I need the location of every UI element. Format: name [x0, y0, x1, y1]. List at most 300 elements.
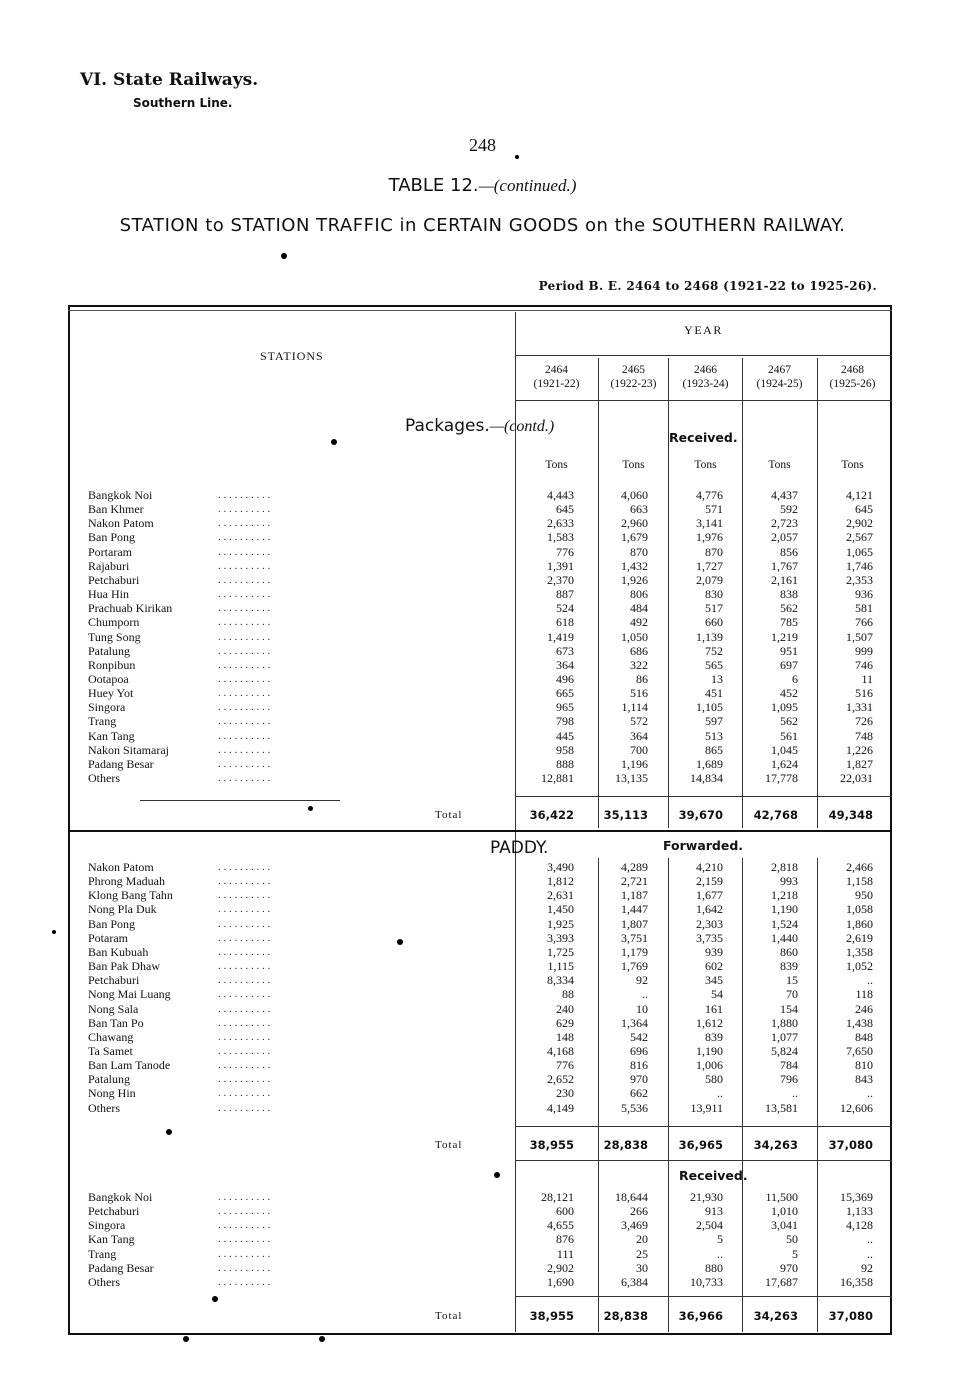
value-cell: 12,881	[541, 771, 574, 785]
station-name: Klong Bang Tahn	[88, 888, 173, 903]
value-cell: 784	[780, 1058, 798, 1073]
value-cell: 3,141	[696, 516, 723, 531]
value-cell: 562	[780, 601, 798, 616]
leader-dots: . . . . . . . . . .	[218, 875, 271, 888]
total-value: 37,080	[828, 1309, 873, 1323]
value-cell: 2,631	[547, 888, 574, 903]
table-subtitle: STATION to STATION TRAFFIC in CERTAIN GOODS on the SOUTHERN RAILWAY.	[119, 215, 846, 236]
leader-dots: . . . . . . . . . .	[218, 545, 271, 558]
station-name: Bangkok Noi	[88, 488, 153, 502]
value-cell: 22,031	[840, 771, 873, 785]
value-cell: 2,161	[771, 572, 798, 587]
year-header-rule	[515, 355, 892, 356]
value-cell: 246	[855, 1001, 873, 1016]
value-cell: 1,190	[771, 902, 798, 917]
leader-dots: . . . . . . . . . .	[218, 616, 271, 629]
table-row	[88, 973, 888, 987]
value-cell: 796	[780, 1072, 798, 1087]
station-name: Bangkok Noi	[88, 1190, 153, 1204]
value-cell: 1,045	[771, 742, 798, 757]
station-name: Ban Tan Po	[88, 1015, 144, 1030]
table-row	[88, 488, 888, 502]
table-row	[88, 1086, 888, 1100]
value-cell: 1,725	[547, 944, 574, 959]
value-cell: 565	[705, 657, 723, 672]
value-cell: ..	[642, 987, 648, 1002]
value-cell: 118	[855, 987, 873, 1002]
leader-dots: . . . . . . . . . .	[218, 1233, 271, 1246]
value-cell: 5	[792, 1246, 798, 1261]
station-name: Others	[88, 1100, 120, 1115]
scan-speck	[397, 939, 403, 945]
leader-dots: . . . . . . . . . .	[218, 1247, 271, 1260]
leader-dots: . . . . . . . . . .	[218, 974, 271, 987]
table-title-main: TABLE 12.	[388, 175, 479, 196]
leader-dots: . . . . . . . . . .	[218, 1205, 271, 1218]
table-row	[88, 931, 888, 945]
packages-title: Packages.—(contd.)	[405, 416, 555, 436]
value-cell: 1,976	[696, 530, 723, 545]
value-cell: 542	[630, 1029, 648, 1044]
table-row	[88, 888, 888, 902]
value-cell: 111	[556, 1246, 574, 1261]
value-cell: 28,121	[541, 1190, 574, 1204]
value-cell: 1,065	[846, 544, 873, 559]
value-cell: 2,353	[846, 572, 873, 587]
value-cell: 1,583	[547, 530, 574, 545]
value-cell: 5	[717, 1232, 723, 1247]
value-cell: 2,619	[846, 930, 873, 945]
station-name: Kan Tang	[88, 1232, 135, 1247]
value-cell: 3,751	[621, 930, 648, 945]
station-name: Huey Yot	[88, 686, 134, 701]
station-name: Nakon Sitamaraj	[88, 742, 169, 757]
leader-dots: . . . . . . . . . .	[218, 988, 271, 1001]
value-cell: 1,612	[696, 1015, 723, 1030]
value-cell: 870	[705, 544, 723, 559]
value-cell: 939	[705, 944, 723, 959]
value-cell: 230	[556, 1086, 574, 1101]
leader-dots: . . . . . . . . . .	[218, 861, 271, 873]
value-cell: 810	[855, 1058, 873, 1073]
value-cell: 4,210	[696, 860, 723, 874]
total-value: 36,422	[529, 808, 574, 822]
station-name: Ronpibun	[88, 657, 136, 672]
year-col-2: 2465 (1922-23)	[610, 364, 657, 390]
station-name: Ban Kubuah	[88, 944, 149, 959]
value-cell: 1,419	[547, 629, 574, 644]
scan-speck	[515, 155, 519, 159]
value-cell: 6,384	[621, 1274, 648, 1289]
total-value: 38,955	[529, 1138, 574, 1152]
value-cell: 1,190	[696, 1043, 723, 1058]
value-cell: 600	[556, 1204, 574, 1219]
unit-label: Tons	[841, 459, 864, 471]
value-cell: 2,721	[621, 874, 648, 889]
scan-speck	[212, 1296, 218, 1302]
station-name: Prachuab Kirikan	[88, 601, 173, 616]
page-number: 248	[469, 135, 496, 155]
table-row	[88, 1204, 888, 1218]
value-cell: 746	[855, 657, 873, 672]
value-cell: 660	[705, 615, 723, 630]
table-row	[88, 1030, 888, 1044]
table-row	[88, 1247, 888, 1261]
value-cell: 4,121	[846, 488, 873, 502]
value-cell: 838	[780, 587, 798, 602]
value-cell: 88	[562, 987, 574, 1002]
value-cell: 14,834	[690, 771, 723, 785]
value-cell: 30	[636, 1260, 648, 1275]
value-cell: 1,187	[621, 888, 648, 903]
scan-speck	[166, 1129, 172, 1135]
line-heading: Southern Line.	[133, 96, 233, 110]
table-row	[88, 601, 888, 615]
value-cell: 13	[711, 671, 723, 686]
value-cell: 2,902	[547, 1260, 574, 1275]
value-cell: 816	[630, 1058, 648, 1073]
value-cell: 1,006	[696, 1058, 723, 1073]
value-cell: 1,179	[621, 944, 648, 959]
total-label: Total	[435, 809, 463, 821]
value-cell: 1,507	[846, 629, 873, 644]
value-cell: 17,687	[765, 1274, 798, 1289]
station-name: Patalung	[88, 643, 130, 658]
value-cell: 951	[780, 643, 798, 658]
total-value: 36,966	[678, 1309, 723, 1323]
value-cell: 484	[630, 601, 648, 616]
value-cell: 950	[855, 888, 873, 903]
table-row	[88, 644, 888, 658]
value-cell: 860	[780, 944, 798, 959]
total-rule	[515, 1126, 892, 1127]
value-cell: 876	[556, 1232, 574, 1247]
value-cell: 1,133	[846, 1204, 873, 1219]
value-cell: 865	[705, 742, 723, 757]
stations-header: STATIONS	[260, 349, 324, 363]
section-separator	[70, 830, 890, 832]
leader-dots: . . . . . . . . . .	[218, 559, 271, 572]
table-row	[88, 545, 888, 559]
value-cell: 1,926	[621, 572, 648, 587]
station-name: Nakon Patom	[88, 516, 154, 531]
scan-speck	[319, 1336, 325, 1342]
value-cell: 562	[780, 714, 798, 729]
year-col-3: 2466 (1923-24)	[682, 364, 729, 390]
value-cell: 776	[556, 544, 574, 559]
value-cell: 5,824	[771, 1043, 798, 1058]
value-cell: 752	[705, 643, 723, 658]
value-cell: 629	[556, 1015, 574, 1030]
total-row	[88, 1309, 888, 1323]
total-row	[88, 808, 888, 822]
leader-dots: . . . . . . . . . .	[218, 1087, 271, 1100]
table-row	[88, 573, 888, 587]
value-cell: 364	[630, 728, 648, 743]
value-cell: 965	[556, 700, 574, 715]
value-cell: 597	[705, 714, 723, 729]
value-cell: 50	[786, 1232, 798, 1247]
value-cell: 1,450	[547, 902, 574, 917]
total-row	[88, 1138, 888, 1152]
value-cell: 785	[780, 615, 798, 630]
value-cell: 92	[861, 1260, 873, 1275]
total-value: 35,113	[603, 808, 648, 822]
value-cell: 10,733	[690, 1274, 723, 1289]
leader-dots: . . . . . . . . . .	[218, 772, 271, 784]
value-cell: 516	[855, 686, 873, 701]
unit-label: Tons	[768, 459, 791, 471]
station-name: Ta Samet	[88, 1043, 133, 1058]
value-cell: 4,060	[621, 488, 648, 502]
value-cell: 1,358	[846, 944, 873, 959]
value-cell: 18,644	[615, 1190, 648, 1204]
value-cell: 2,633	[547, 516, 574, 531]
value-cell: 322	[630, 657, 648, 672]
value-cell: 86	[636, 671, 648, 686]
leader-dots: . . . . . . . . . .	[218, 602, 271, 615]
value-cell: 1,440	[771, 930, 798, 945]
station-name: Others	[88, 1274, 120, 1289]
leader-dots: . . . . . . . . . .	[218, 715, 271, 728]
value-cell: 1,642	[696, 902, 723, 917]
table-row	[88, 658, 888, 672]
table-row	[88, 1016, 888, 1030]
value-cell: 1,077	[771, 1029, 798, 1044]
value-cell: 13,135	[615, 771, 648, 785]
value-cell: 3,393	[547, 930, 574, 945]
value-cell: 25	[636, 1246, 648, 1261]
table-row	[88, 902, 888, 916]
table-row	[88, 987, 888, 1001]
value-cell: ..	[867, 1232, 873, 1247]
total-value: 49,348	[828, 808, 873, 822]
value-cell: 970	[780, 1260, 798, 1275]
station-name: Chawang	[88, 1029, 134, 1044]
station-name: Trang	[88, 714, 117, 729]
station-name: Ban Pong	[88, 916, 136, 931]
leader-dots: . . . . . . . . . .	[218, 889, 271, 902]
total-value: 37,080	[828, 1138, 873, 1152]
value-cell: 1,432	[621, 558, 648, 573]
value-cell: 776	[556, 1058, 574, 1073]
paddy-title: PADDY.	[490, 838, 549, 858]
station-name: Kan Tang	[88, 728, 135, 743]
scan-speck	[183, 1336, 189, 1342]
value-cell: ..	[867, 1246, 873, 1261]
value-cell: 2,159	[696, 874, 723, 889]
leader-dots: . . . . . . . . . .	[218, 503, 271, 516]
table-row	[88, 672, 888, 686]
value-cell: 1,226	[846, 742, 873, 757]
total-value: 38,955	[529, 1309, 574, 1323]
value-cell: 1,827	[846, 756, 873, 771]
value-cell: 2,370	[547, 572, 574, 587]
table-row	[88, 1101, 888, 1115]
leader-dots: . . . . . . . . . .	[218, 531, 271, 544]
value-cell: 492	[630, 615, 648, 630]
table-row	[88, 615, 888, 629]
table-row	[88, 1218, 888, 1232]
value-cell: ..	[792, 1086, 798, 1101]
leader-dots: . . . . . . . . . .	[218, 945, 271, 958]
value-cell: 11	[861, 671, 873, 686]
value-cell: 4,655	[547, 1218, 574, 1233]
value-cell: 2,960	[621, 516, 648, 531]
value-cell: 10	[636, 1001, 648, 1016]
station-name: Potaram	[88, 930, 128, 945]
value-cell: 364	[556, 657, 574, 672]
station-name: Nakon Patom	[88, 860, 154, 874]
table-row	[88, 1275, 888, 1289]
year-col-4: 2467 (1924-25)	[756, 364, 803, 390]
value-cell: 618	[556, 615, 574, 630]
table-row	[88, 502, 888, 516]
table-row	[88, 1002, 888, 1016]
value-cell: 830	[705, 587, 723, 602]
value-cell: 70	[786, 987, 798, 1002]
short-rule	[140, 800, 340, 801]
value-cell: 2,466	[846, 860, 873, 874]
value-cell: 13,911	[690, 1100, 723, 1115]
value-cell: 1,767	[771, 558, 798, 573]
year-col-1: 2464 (1921-22)	[533, 364, 580, 390]
value-cell: 451	[705, 686, 723, 701]
table-row	[88, 743, 888, 757]
leader-dots: . . . . . . . . . .	[218, 644, 271, 657]
table-row	[88, 516, 888, 530]
total-value: 42,768	[753, 808, 798, 822]
value-cell: 3,735	[696, 930, 723, 945]
value-cell: 1,679	[621, 530, 648, 545]
leader-dots: . . . . . . . . . .	[218, 1073, 271, 1086]
table-row	[88, 959, 888, 973]
leader-dots: . . . . . . . . . .	[218, 1002, 271, 1015]
value-cell: 766	[855, 615, 873, 630]
value-cell: 1,139	[696, 629, 723, 644]
value-cell: 15	[786, 973, 798, 988]
station-name: Ban Pak Dhaw	[88, 959, 160, 974]
value-cell: 726	[855, 714, 873, 729]
value-cell: 516	[630, 686, 648, 701]
value-cell: 806	[630, 587, 648, 602]
value-cell: 2,504	[696, 1218, 723, 1233]
value-cell: 513	[705, 728, 723, 743]
value-cell: 1,746	[846, 558, 873, 573]
value-cell: 580	[705, 1072, 723, 1087]
scan-speck	[281, 253, 287, 259]
station-name: Ban Pong	[88, 530, 136, 545]
value-cell: 266	[630, 1204, 648, 1219]
value-cell: 517	[705, 601, 723, 616]
station-name: Rajaburi	[88, 558, 130, 573]
table-row	[88, 1232, 888, 1246]
value-cell: 524	[556, 601, 574, 616]
value-cell: 561	[780, 728, 798, 743]
station-name: Portaram	[88, 544, 132, 559]
station-name: Trang	[88, 1246, 117, 1261]
value-cell: 2,303	[696, 916, 723, 931]
value-cell: 839	[705, 1029, 723, 1044]
value-cell: 663	[630, 502, 648, 517]
value-cell: 4,289	[621, 860, 648, 874]
value-cell: ..	[867, 973, 873, 988]
table-row	[88, 917, 888, 931]
value-cell: 445	[556, 728, 574, 743]
value-cell: 11,500	[765, 1190, 798, 1204]
table-title-continued: —(continued.)	[478, 176, 577, 195]
value-cell: 1,010	[771, 1204, 798, 1219]
value-cell: 2,902	[846, 516, 873, 531]
unit-label: Tons	[622, 459, 645, 471]
total-value: 28,838	[603, 1138, 648, 1152]
value-cell: 148	[556, 1029, 574, 1044]
unit-label: Tons	[545, 459, 568, 471]
value-cell: 856	[780, 544, 798, 559]
value-cell: 1,438	[846, 1015, 873, 1030]
table-row	[88, 1072, 888, 1086]
station-name: Petchaburi	[88, 1204, 140, 1219]
leader-dots: . . . . . . . . . .	[218, 931, 271, 944]
table-row	[88, 530, 888, 544]
table-row	[88, 945, 888, 959]
table-row	[88, 1044, 888, 1058]
station-name: Ban Lam Tanode	[88, 1058, 171, 1073]
station-name: Nong Sala	[88, 1001, 139, 1016]
leader-dots: . . . . . . . . . .	[218, 630, 271, 643]
table-row	[88, 860, 888, 874]
value-cell: 2,567	[846, 530, 873, 545]
value-cell: 913	[705, 1204, 723, 1219]
value-cell: 496	[556, 671, 574, 686]
value-cell: 4,776	[696, 488, 723, 502]
value-cell: 161	[705, 1001, 723, 1016]
leader-dots: . . . . . . . . . .	[218, 517, 271, 530]
year-col-5: 2468 (1925-26)	[829, 364, 876, 390]
table-row	[88, 874, 888, 888]
value-cell: 673	[556, 643, 574, 658]
year-row-rule	[515, 400, 892, 401]
leader-dots: . . . . . . . . . .	[218, 743, 271, 756]
total-value: 36,965	[678, 1138, 723, 1152]
leader-dots: . . . . . . . . . .	[218, 729, 271, 742]
value-cell: 958	[556, 742, 574, 757]
value-cell: 686	[630, 643, 648, 658]
value-cell: 1,391	[547, 558, 574, 573]
value-cell: 1,052	[846, 959, 873, 974]
value-cell: 571	[705, 502, 723, 517]
table-row	[88, 1058, 888, 1072]
paddy-forwarded-heading: Forwarded.	[663, 838, 744, 853]
table-row	[88, 587, 888, 601]
value-cell: 1,690	[547, 1274, 574, 1289]
station-name: Ootapoa	[88, 671, 129, 686]
value-cell: 581	[855, 601, 873, 616]
value-cell: 8,334	[547, 973, 574, 988]
value-cell: 1,524	[771, 916, 798, 931]
leader-dots: . . . . . . . . . .	[218, 1219, 271, 1232]
value-cell: 839	[780, 959, 798, 974]
value-cell: 7,650	[846, 1043, 873, 1058]
value-cell: 1,219	[771, 629, 798, 644]
value-cell: 1,364	[621, 1015, 648, 1030]
station-name: Nong Pla Duk	[88, 902, 157, 917]
value-cell: 2,818	[771, 860, 798, 874]
leader-dots: . . . . . . . . . .	[218, 588, 271, 601]
value-cell: 645	[556, 502, 574, 517]
table-row	[88, 729, 888, 743]
packages-received-heading: Received.	[669, 430, 738, 445]
